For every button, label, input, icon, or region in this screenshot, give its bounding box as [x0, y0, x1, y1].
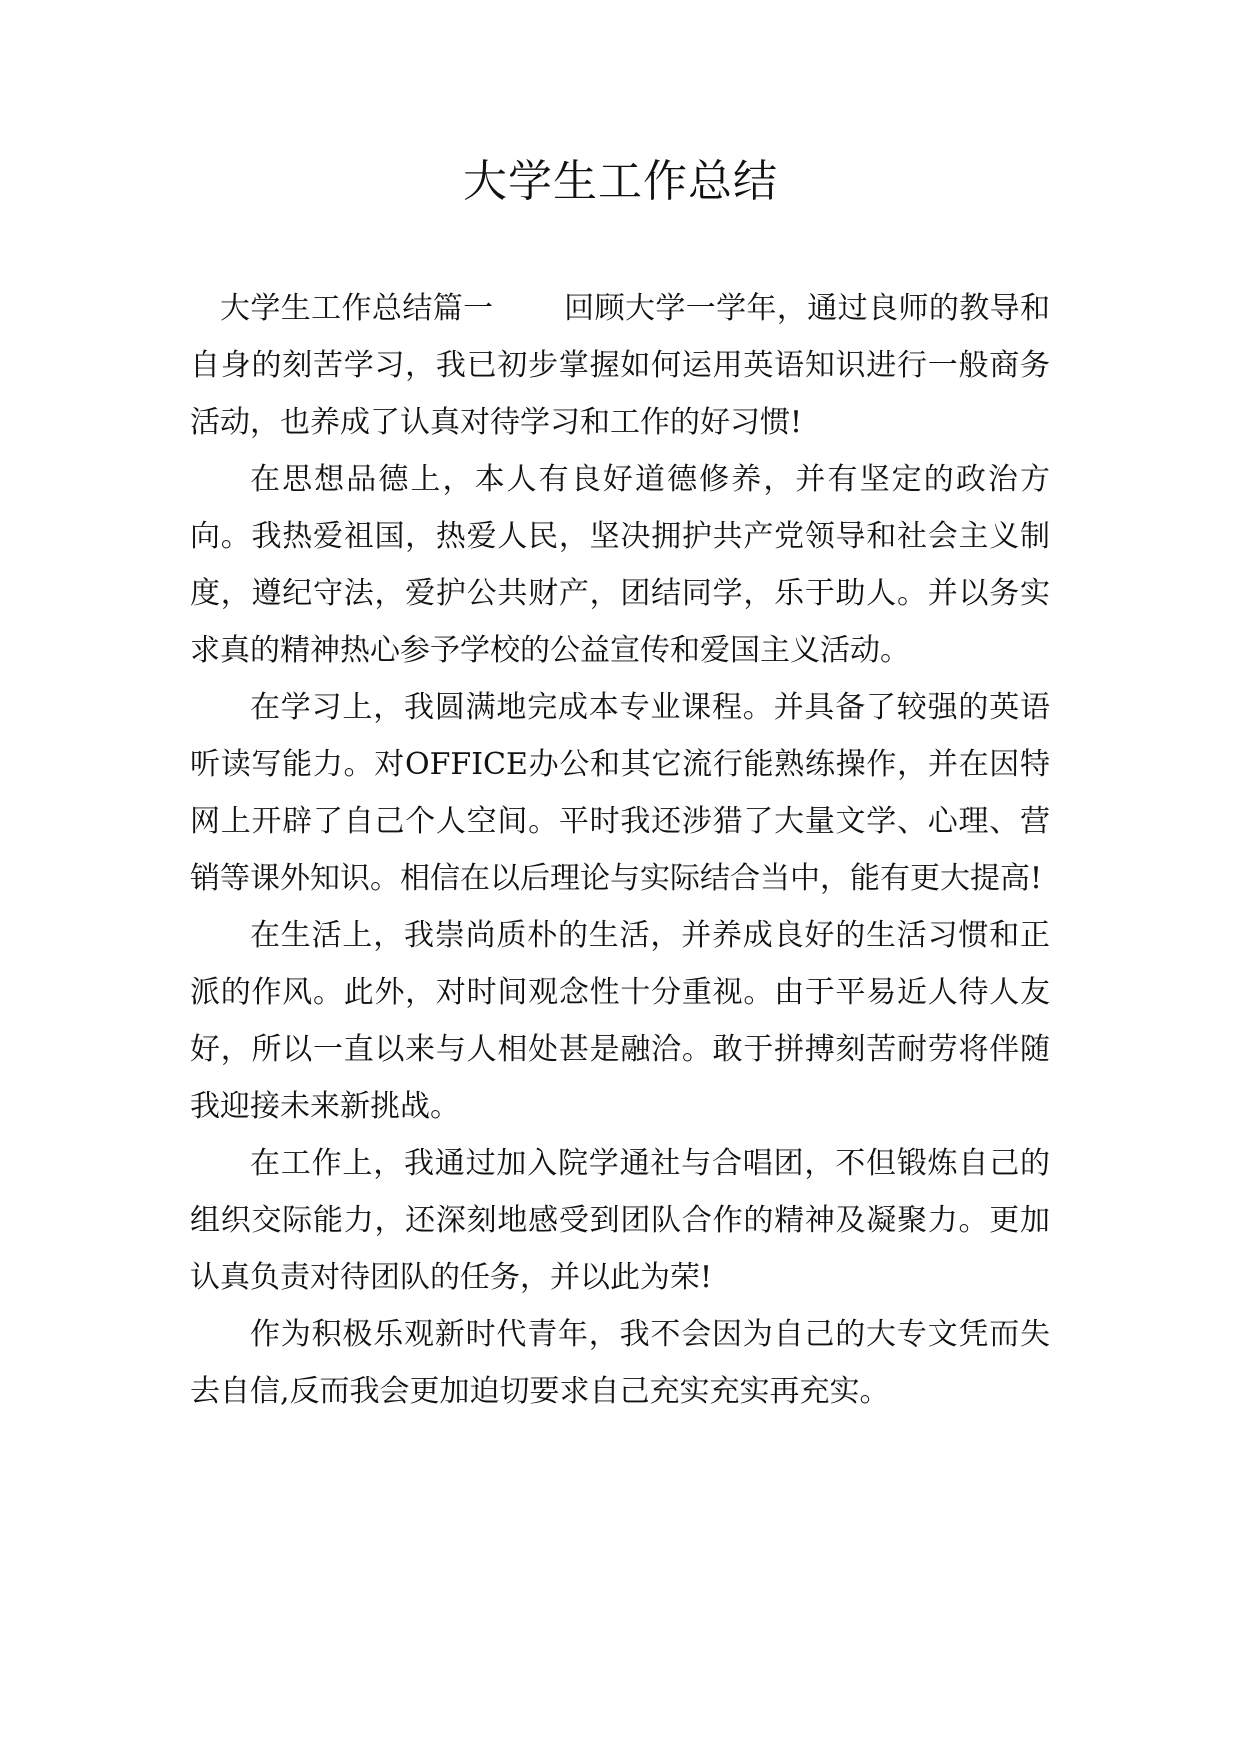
document-title: 大学生工作总结 [463, 156, 778, 207]
paragraph-life: 在生活上，我崇尚质朴的生活，并养成良好的生活习惯和正派的作风。此外，对时间观念性十分重视。由于平易近人待人友好，所以一直以来与人相处甚是融洽。敢于拼搏刻苦耐劳将伴随我迎接未来新挑战。 [190, 918, 1050, 1124]
paragraph-study: 在学习上，我圆满地完成本专业课程。并具备了较强的英语听读写能力。对OFFICE办公和其它流行能熟练操作，并在因特网上开辟了自己个人空间。平时我还涉猎了大量文学、心理、营销等课外知识。相信在以后理论与实际结合当中，能有更大提高! [190, 690, 1050, 896]
paragraph-intro: 大学生工作总结篇一 回顾大学一学年，通过良师的教导和自身的刻苦学习，我已初步掌握如何运用英语知识进行一般商务活动，也养成了认真对待学习和工作的好习惯! [190, 291, 1050, 440]
paragraph-work: 在工作上，我通过加入院学通社与合唱团，不但锻炼自己的组织交际能力，还深刻地感受到团队合作的精神及凝聚力。更加认真负责对待团队的任务，并以此为荣! [190, 1146, 1050, 1295]
document-body [190, 280, 1050, 1420]
paragraph-outlook: 作为积极乐观新时代青年，我不会因为自己的大专文凭而失去自信,反而我会更加迫切要求自己充实充实再充实。 [190, 1317, 1050, 1409]
paragraph-morality: 在思想品德上，本人有良好道德修养，并有坚定的政治方向。我热爱祖国，热爱人民，坚决拥护共产党领导和社会主义制度，遵纪守法，爱护公共财产，团结同学，乐于助人。并以务实求真的精神热心参予学校的公益宣传和爱国主义活动。 [190, 462, 1050, 668]
